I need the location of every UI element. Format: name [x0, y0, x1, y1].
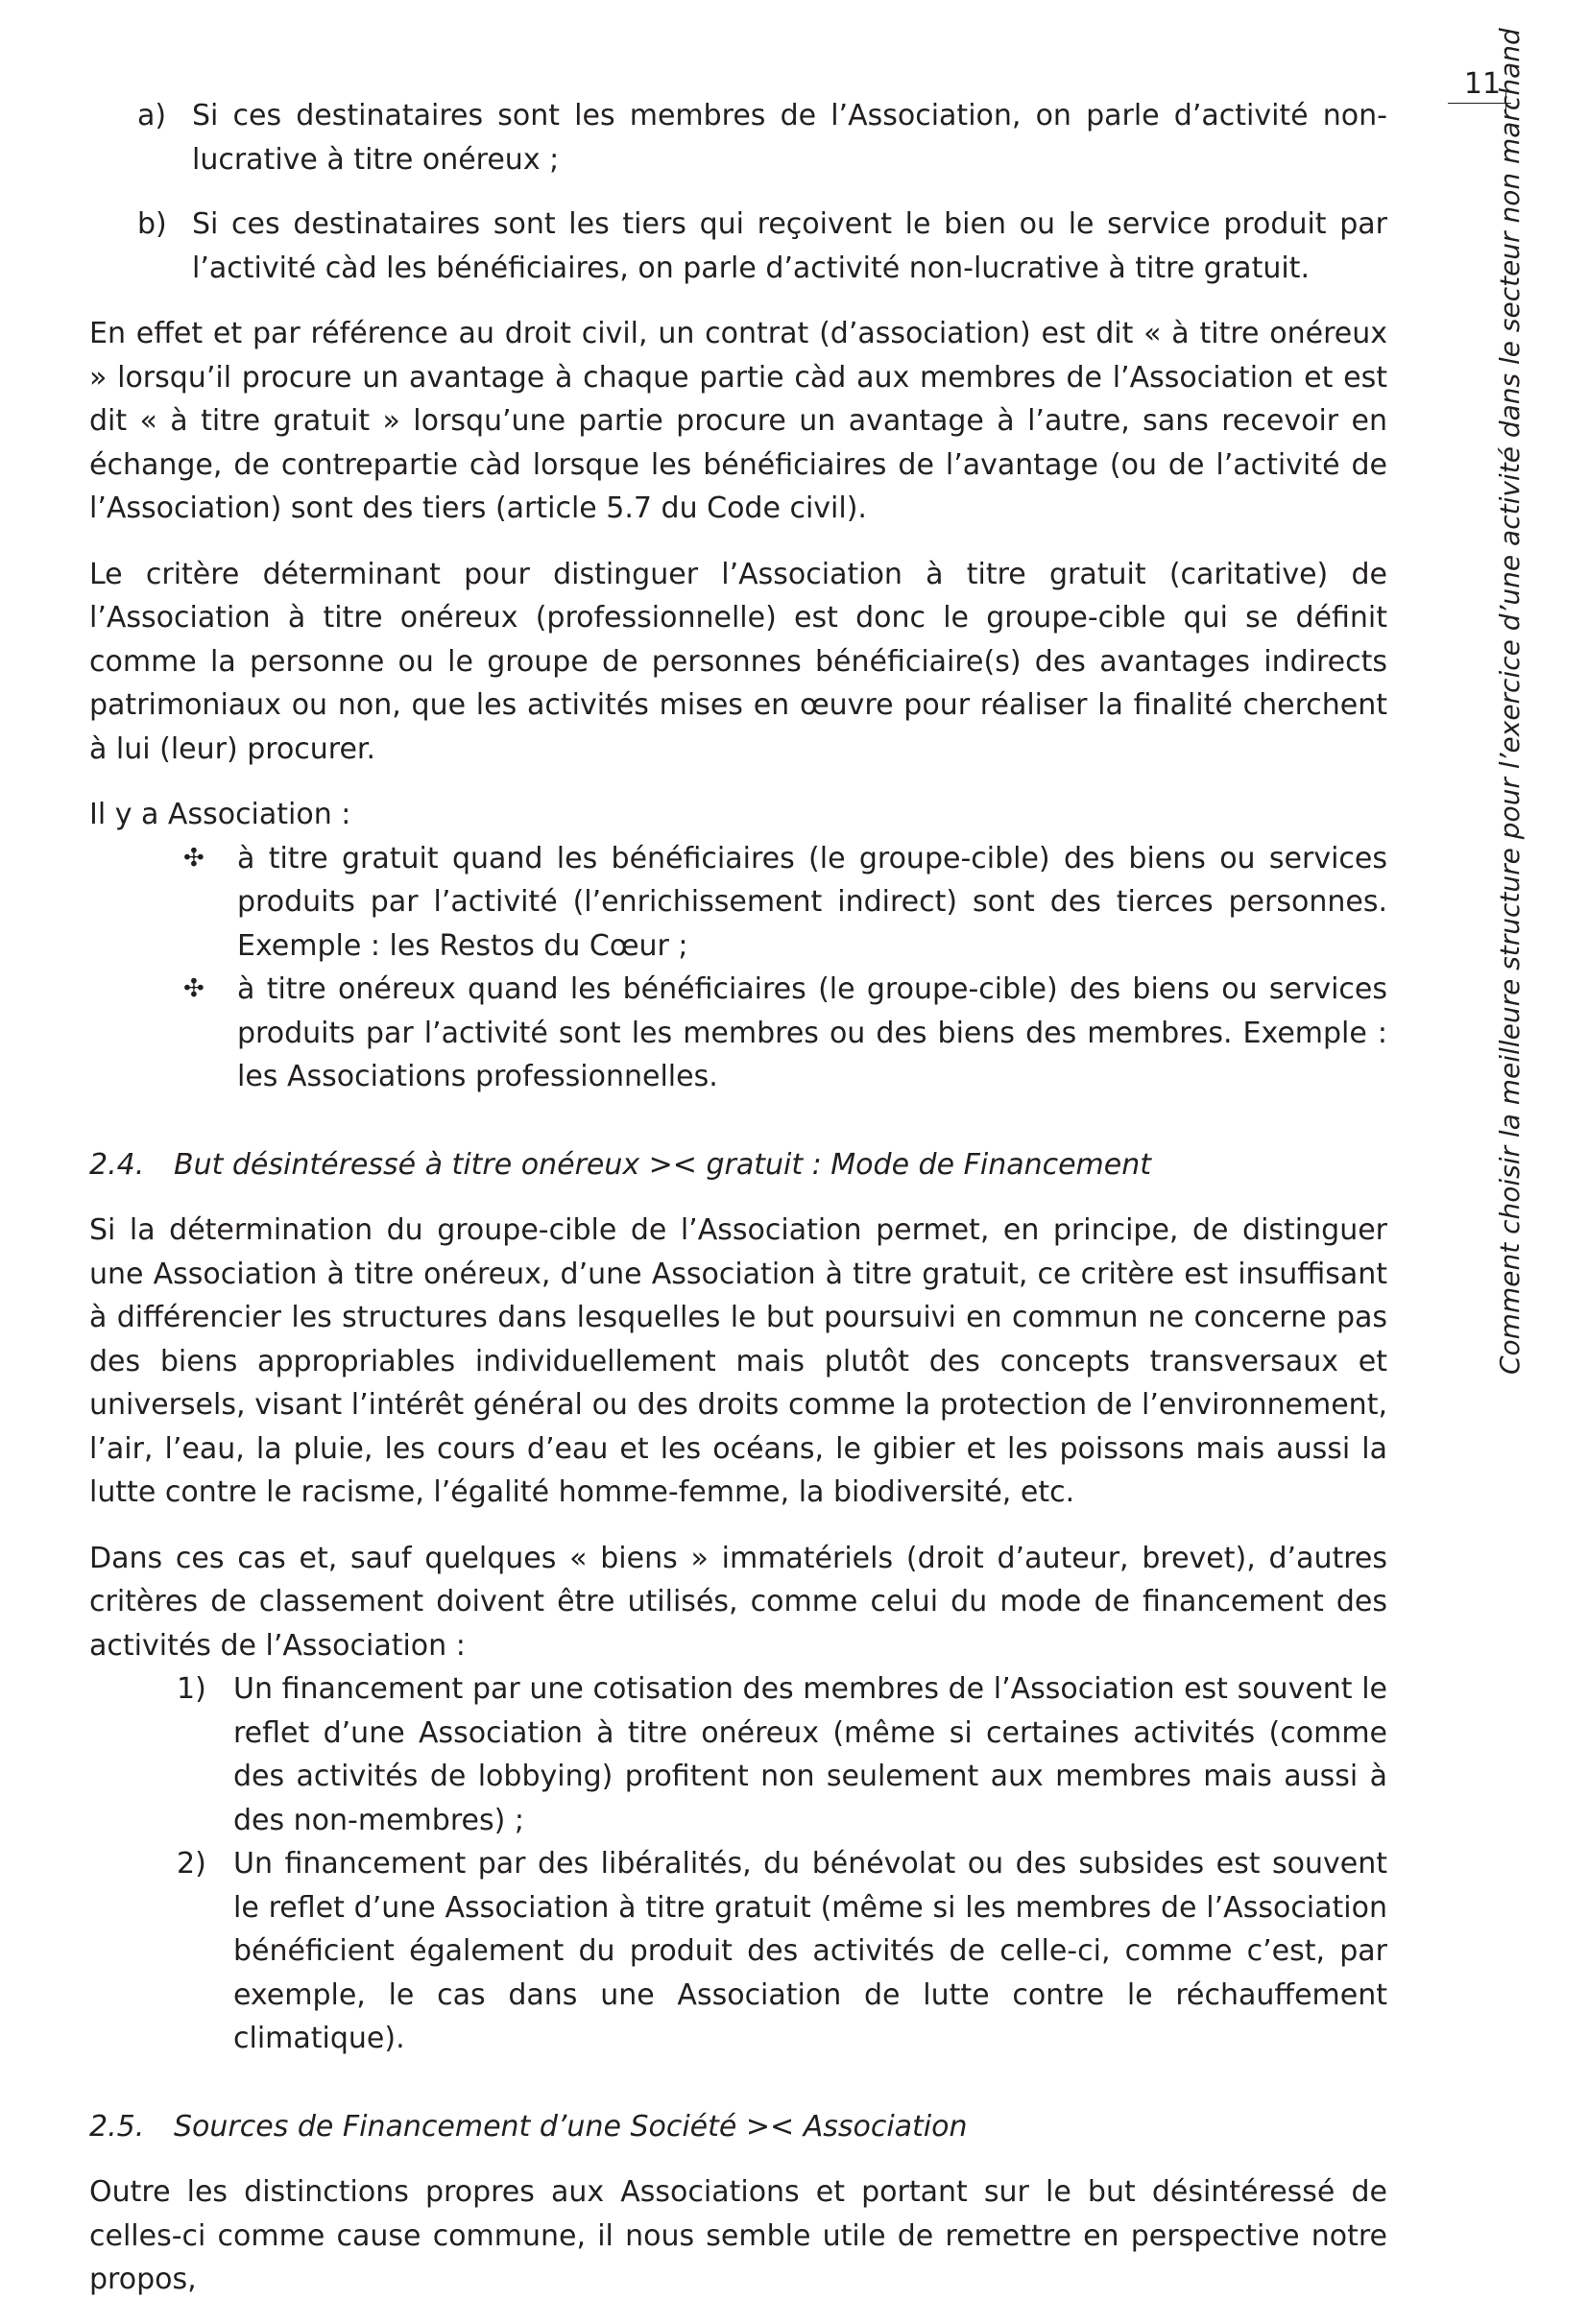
- bullet-item: [89, 968, 1387, 1099]
- bullet-icon: ✣: [183, 974, 205, 1003]
- list-marker: 2): [177, 1847, 206, 1881]
- list-marker: 1): [177, 1672, 206, 1706]
- bullet-list: [89, 837, 1387, 1099]
- paragraph-outre: Outre les distinctions propres aux Associations et portant sur le but désintéressé de celles-ci comme cause commune, il nous semble utile de remettre en perspective notre propos,: [89, 2175, 1387, 2296]
- paragraph-droit-civil: En effet et par référence au droit civil, un contrat (d’association) est dit « à titre onéreux » lorsqu’il procure un avantage à chaque partie càd aux membres de l’Association et est dit « à titre gratuit » lorsqu’une partie procure un avantage à l’autre, sans recevoir en échange, de contrepartie càd lorsque les bénéficiaires de l’avantage (ou de l’activité de l’Association) sont des tiers (article 5.7 du Code civil).: [89, 317, 1387, 525]
- bullet-icon: ✣: [183, 843, 205, 873]
- bullet-item: [89, 837, 1387, 969]
- bullet-item-text: à titre gratuit quand les bénéficiaires (le groupe-cible) des biens ou services produits par l’activité (l’enrichissement indirect) sont des tierces personnes. Exemple : les Restos du Cœur ;: [237, 841, 1387, 963]
- list-marker: b): [137, 207, 167, 241]
- body-text: [89, 94, 1387, 2324]
- section-title: Sources de Financement d’une Société >< Association: [174, 2109, 968, 2144]
- paragraph-il-y-a: Il y a Association :: [89, 798, 351, 831]
- list-item-text: Si ces destinataires sont les membres de l’Association, on parle d’activité non-lucrative à titre onéreux ;: [192, 99, 1387, 177]
- section-title: But désintéressé à titre onéreux >< gratuit : Mode de Financement: [174, 1147, 1152, 1182]
- section-number: 2.4.: [89, 1147, 145, 1182]
- bullet-item-text: à titre onéreux quand les bénéficiaires (le groupe-cible) des biens ou services produits par l’activité sont les membres ou des biens des membres. Exemple : les Associations professionnelles.: [237, 972, 1387, 1093]
- paragraph-groupe-cible: Si la détermination du groupe-cible de l’Association permet, en principe, de distinguer une Association à titre onéreux, d’une Association à titre gratuit, ce critère est insuffisant à différencier les structures dans lesquelles le but poursuivi en commun ne concerne pas des biens appropriables individuellement mais plutôt des concepts transversaux et universels, visant l’intérêt général ou des droits comme la protection de l’environnement, l’air, l’eau, la pluie, les cours d’eau et les océans, le gibier et les poissons mais aussi la lutte contre le racisme, l’égalité homme-femme, la biodiversité, etc.: [89, 1213, 1387, 1509]
- list-item-text: Un financement par des libéralités, du bénévolat ou des subsides est souvent le reflet d’une Association à titre gratuit (même si les membres de l’Association bénéficient également du produit des activités de celle-ci, comme c’est, par exemple, le cas dans une Association de lutte contre le réchauffement climatique).: [233, 1847, 1387, 2055]
- running-title: Comment choisir la meilleure structure pour l’exercice d’une activité dans le secteur non marchand: [1494, 28, 1526, 1375]
- list-item-text: Un financement par une cotisation des membres de l’Association est souvent le reflet d’une Association à titre onéreux (même si certaines activités (comme des activités de lobbying) profitent non seulement aux membres mais aussi à des non-membres) ;: [233, 1672, 1387, 1837]
- paragraph-criteres: Dans ces cas et, sauf quelques « biens » immatériels (droit d’auteur, brevet), d’autres critères de classement doivent être utilisés, comme celui du mode de financement des activités de l’Association :: [89, 1541, 1387, 1663]
- numbered-list: [89, 1667, 1387, 2061]
- section-heading-2-4: [89, 1143, 1387, 1187]
- list-item: [89, 1667, 1387, 1842]
- list-item: [89, 203, 1387, 290]
- page-number: 11: [1463, 67, 1502, 101]
- list-marker: a): [137, 99, 167, 132]
- paragraph-critere: Le critère déterminant pour distinguer l’Association à titre gratuit (caritative) de l’Association à titre onéreux (professionnelle) est donc le groupe-cible qui se définit comme la personne ou le groupe de personnes bénéficiaire(s) des avantages indirects patrimoniaux ou non, que les activités mises en œuvre pour réaliser la finalité cherchent à lui (leur) procurer.: [89, 557, 1387, 766]
- list-item-text: Si ces destinataires sont les tiers qui reçoivent le bien ou le service produit par l’activité càd les bénéficiaires, on parle d’activité non-lucrative à titre gratuit.: [192, 207, 1387, 285]
- section-heading-2-5: [89, 2105, 1387, 2149]
- list-item: [89, 1842, 1387, 2061]
- list-ab: [89, 94, 1387, 290]
- section-number: 2.5.: [89, 2109, 145, 2144]
- list-item: [89, 94, 1387, 181]
